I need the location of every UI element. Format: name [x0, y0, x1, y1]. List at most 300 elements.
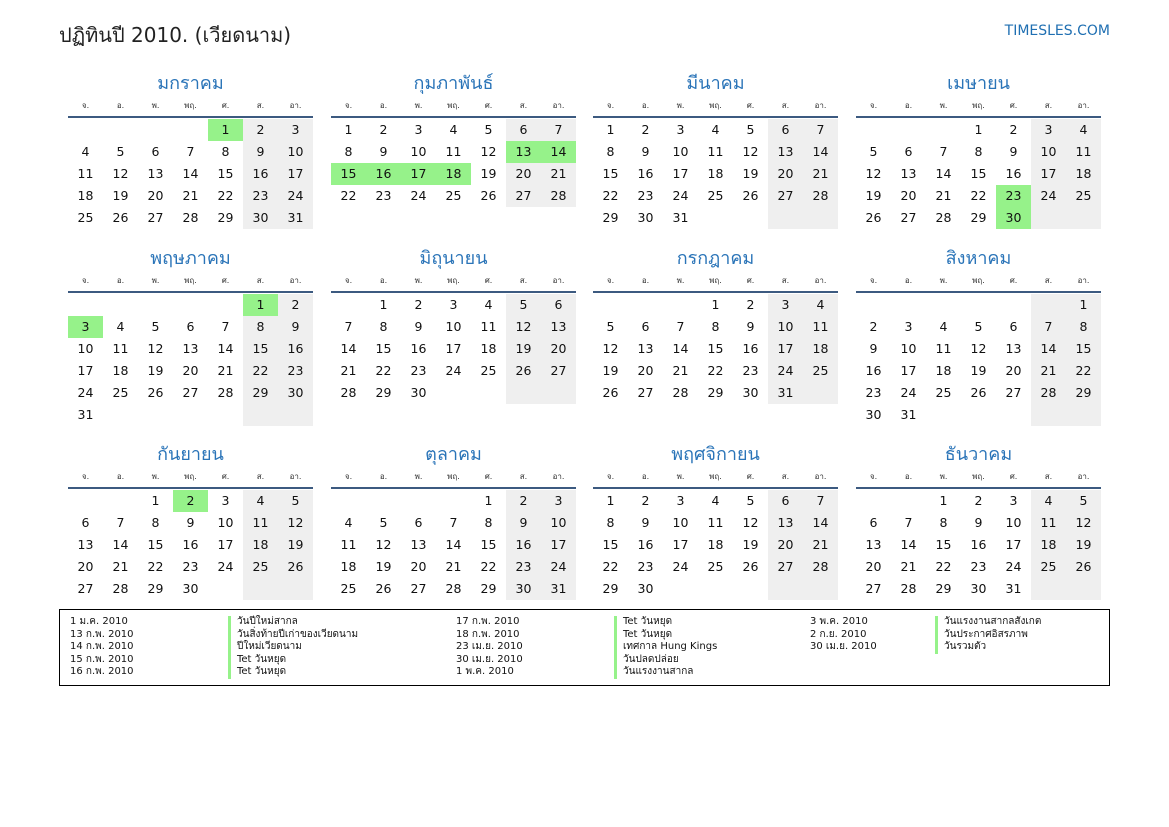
legend-holiday-name: เทศกาล Hung Kings [614, 641, 717, 654]
weekday-label: ส. [1044, 472, 1053, 481]
day-cell: 10 [768, 316, 803, 338]
day-cell: 27 [410, 581, 427, 596]
day-cell: 3 [768, 294, 803, 316]
month-name: พฤษภาคม [150, 248, 231, 269]
day-cell: 23 [375, 188, 392, 203]
legend-row [456, 654, 717, 667]
day-cell: 17 [1031, 163, 1066, 185]
day-cell: 28 [541, 185, 576, 207]
day-cell: 27 [541, 360, 576, 382]
weekday-label: อา. [289, 276, 302, 285]
day-cell: 1 [151, 493, 160, 508]
day-cell: 11 [112, 341, 129, 356]
day-cell: 28 [112, 581, 129, 596]
day-cell: 25 [77, 210, 94, 225]
day-cell: 13 [637, 341, 654, 356]
day-cell: 15 [602, 166, 619, 181]
empty-day-cell [173, 404, 208, 426]
empty-day-cell [926, 404, 961, 426]
weekday-header [68, 467, 313, 489]
day-cell: 9 [379, 144, 388, 159]
day-cell: 20 [1005, 363, 1022, 378]
day-cell: 12 [147, 341, 164, 356]
weekday-label: ศ. [746, 472, 755, 481]
day-cell: 12 [506, 316, 541, 338]
weekday-label: พ. [151, 101, 160, 110]
day-cell: 27 [637, 385, 654, 400]
day-cell: 24 [1005, 559, 1022, 574]
day-cell: 3 [676, 122, 685, 137]
day-cell: 6 [1009, 319, 1018, 334]
weekday-label: ศ. [1009, 472, 1018, 481]
day-cell: 22 [970, 188, 987, 203]
empty-day-cell [138, 119, 173, 141]
weekday-label: อ. [904, 276, 913, 285]
day-cell: 8 [974, 144, 983, 159]
day-cell: 6 [414, 515, 423, 530]
day-cell: 15 [480, 537, 497, 552]
empty-day-cell [243, 404, 278, 426]
empty-day-cell [803, 578, 838, 600]
weekday-label: ส. [781, 101, 790, 110]
day-cell: 28 [672, 385, 689, 400]
day-cell: 6 [541, 294, 576, 316]
day-cell: 7 [676, 319, 685, 334]
day-cell: 3 [449, 297, 458, 312]
empty-day-cell [331, 294, 366, 316]
holiday-day-cell: 18 [436, 163, 471, 185]
weekday-label: ส. [519, 101, 528, 110]
day-cell: 28 [935, 210, 952, 225]
day-cell: 25 [445, 188, 462, 203]
legend-holiday-name: Tet วันหยุด [614, 616, 672, 629]
empty-day-cell [1031, 207, 1066, 229]
day-grid [331, 294, 576, 404]
site-link[interactable]: TIMESLES.COM [1004, 23, 1110, 39]
page-title: ปฏิทินปี 2010. (เวียดนาม) [59, 23, 292, 47]
weekday-label: พฤ. [709, 276, 722, 285]
day-cell: 19 [865, 188, 882, 203]
weekday-label: ศ. [221, 472, 230, 481]
legend-date: 3 พ.ค. 2010 [810, 616, 868, 627]
month-name: เมษายน [947, 73, 1010, 94]
day-cell: 19 [970, 363, 987, 378]
day-cell: 8 [711, 319, 720, 334]
day-cell: 17 [1005, 537, 1022, 552]
weekday-label: อ. [904, 472, 913, 481]
empty-day-cell [68, 490, 103, 512]
day-cell: 26 [865, 210, 882, 225]
day-cell: 13 [410, 537, 427, 552]
empty-day-cell [926, 119, 961, 141]
weekday-label: พฤ. [709, 101, 722, 110]
weekday-label: ศ. [484, 276, 493, 285]
day-cell: 1 [484, 493, 493, 508]
weekday-label: ส. [1044, 101, 1053, 110]
empty-day-cell [506, 382, 541, 404]
day-cell: 4 [939, 319, 948, 334]
empty-day-cell [471, 382, 506, 404]
day-cell: 14 [672, 341, 689, 356]
day-cell: 10 [541, 512, 576, 534]
weekday-label: อ. [641, 101, 650, 110]
weekday-label: ส. [781, 276, 790, 285]
day-cell: 29 [243, 382, 278, 404]
weekday-header [331, 271, 576, 293]
day-cell: 17 [445, 341, 462, 356]
legend-row [456, 666, 717, 679]
day-cell: 13 [865, 537, 882, 552]
day-cell: 6 [186, 319, 195, 334]
day-cell: 16 [506, 534, 541, 556]
day-cell: 29 [147, 581, 164, 596]
day-cell: 4 [803, 294, 838, 316]
day-grid [856, 490, 1101, 600]
day-cell: 7 [116, 515, 125, 530]
day-cell: 30 [278, 382, 313, 404]
weekday-label: อา. [814, 101, 827, 110]
day-cell: 6 [768, 490, 803, 512]
weekday-label: จ. [344, 472, 353, 481]
day-cell: 20 [768, 163, 803, 185]
day-cell: 13 [768, 512, 803, 534]
day-cell: 19 [1066, 534, 1101, 556]
day-cell: 28 [1031, 382, 1066, 404]
legend-date: 16 ก.พ. 2010 [70, 666, 134, 677]
day-cell: 4 [81, 144, 90, 159]
weekday-label: อา. [1077, 472, 1090, 481]
day-cell: 13 [147, 166, 164, 181]
day-cell: 1 [974, 122, 983, 137]
day-cell: 5 [379, 515, 388, 530]
day-grid [331, 490, 576, 600]
weekday-label: จ. [869, 101, 878, 110]
legend-row [456, 629, 717, 642]
holiday-day-cell: 15 [331, 163, 366, 185]
day-cell: 5 [116, 144, 125, 159]
day-cell: 9 [1009, 144, 1018, 159]
weekday-header [331, 96, 576, 118]
day-cell: 19 [375, 559, 392, 574]
day-cell: 24 [900, 385, 917, 400]
day-cell: 9 [974, 515, 983, 530]
day-cell: 30 [506, 578, 541, 600]
day-cell: 29 [707, 385, 724, 400]
day-cell: 12 [970, 341, 987, 356]
day-cell: 30 [742, 385, 759, 400]
day-cell: 30 [243, 207, 278, 229]
day-cell: 4 [344, 515, 353, 530]
day-cell: 27 [768, 185, 803, 207]
day-cell: 23 [970, 559, 987, 574]
weekday-label: พ. [676, 276, 685, 285]
day-cell: 13 [768, 141, 803, 163]
day-cell: 18 [340, 559, 357, 574]
legend-row [810, 616, 1041, 629]
day-cell: 20 [865, 559, 882, 574]
day-cell: 26 [970, 385, 987, 400]
day-cell: 4 [1066, 119, 1101, 141]
legend-row [70, 654, 358, 667]
holiday-day-cell: 30 [996, 207, 1031, 229]
day-cell: 27 [506, 185, 541, 207]
day-cell: 27 [768, 556, 803, 578]
day-cell: 26 [278, 556, 313, 578]
weekday-label: ศ. [484, 101, 493, 110]
day-cell: 31 [278, 207, 313, 229]
day-cell: 7 [186, 144, 195, 159]
day-cell: 1 [1066, 294, 1101, 316]
day-cell: 23 [637, 188, 654, 203]
empty-day-cell [278, 404, 313, 426]
weekday-label: พ. [414, 276, 423, 285]
day-cell: 21 [340, 363, 357, 378]
holiday-day-cell: 17 [401, 163, 436, 185]
weekday-label: พฤ. [184, 276, 197, 285]
day-cell: 9 [243, 141, 278, 163]
day-cell: 31 [1005, 581, 1022, 596]
weekday-header [593, 271, 838, 293]
weekday-header [68, 96, 313, 118]
weekday-label: พฤ. [709, 472, 722, 481]
day-cell: 8 [151, 515, 160, 530]
empty-day-cell [103, 294, 138, 316]
legend-date: 30 เม.ย. 2010 [810, 641, 877, 652]
weekday-header [68, 271, 313, 293]
day-cell: 10 [77, 341, 94, 356]
day-cell: 2 [414, 297, 423, 312]
weekday-label: พฤ. [447, 472, 460, 481]
day-cell: 28 [217, 385, 234, 400]
day-cell: 5 [484, 122, 493, 137]
legend-date: 2 ก.ย. 2010 [810, 628, 867, 640]
weekday-label: ส. [519, 276, 528, 285]
day-cell: 19 [278, 534, 313, 556]
day-cell: 20 [637, 363, 654, 378]
day-cell: 25 [112, 385, 129, 400]
empty-day-cell [768, 578, 803, 600]
weekday-label: ส. [519, 472, 528, 481]
day-cell: 8 [379, 319, 388, 334]
day-cell: 28 [900, 581, 917, 596]
day-cell: 26 [480, 188, 497, 203]
day-cell: 25 [243, 556, 278, 578]
empty-day-cell [208, 578, 243, 600]
day-cell: 5 [746, 122, 755, 137]
day-cell: 14 [935, 166, 952, 181]
holiday-legend [59, 609, 1110, 686]
empty-day-cell [1066, 404, 1101, 426]
month-block [593, 247, 838, 404]
legend-row [456, 641, 717, 654]
month-name: กันยายน [157, 444, 224, 465]
legend-holiday-name: วันปลดปล่อย [614, 654, 679, 667]
day-cell: 10 [1031, 141, 1066, 163]
day-cell: 20 [506, 163, 541, 185]
legend-holiday-name: วันรวมตัว [935, 641, 986, 654]
month-block [68, 247, 313, 426]
weekday-label: พฤ. [184, 472, 197, 481]
empty-day-cell [103, 490, 138, 512]
empty-day-cell [733, 207, 768, 229]
weekday-label: พ. [414, 472, 423, 481]
empty-day-cell [698, 207, 733, 229]
weekday-label: จ. [344, 276, 353, 285]
weekday-label: อา. [552, 472, 565, 481]
legend-date: 14 ก.พ. 2010 [70, 641, 134, 652]
empty-day-cell [628, 294, 663, 316]
legend-row [456, 616, 717, 629]
weekday-label: ศ. [746, 101, 755, 110]
weekday-label: อ. [116, 101, 125, 110]
day-cell: 16 [1005, 166, 1022, 181]
day-cell: 11 [707, 144, 724, 159]
day-cell: 18 [707, 537, 724, 552]
day-cell: 15 [243, 338, 278, 360]
day-cell: 3 [278, 119, 313, 141]
day-cell: 25 [935, 385, 952, 400]
day-cell: 20 [182, 363, 199, 378]
day-cell: 20 [77, 559, 94, 574]
day-cell: 15 [970, 166, 987, 181]
day-cell: 20 [541, 338, 576, 360]
legend-row [70, 629, 358, 642]
day-cell: 17 [672, 166, 689, 181]
day-cell: 26 [1066, 556, 1101, 578]
day-cell: 5 [1066, 490, 1101, 512]
day-grid [856, 294, 1101, 426]
empty-day-cell [856, 490, 891, 512]
weekday-label: พ. [151, 472, 160, 481]
day-cell: 18 [803, 338, 838, 360]
day-cell: 3 [676, 493, 685, 508]
day-cell: 11 [445, 144, 462, 159]
month-block [593, 443, 838, 600]
empty-day-cell [891, 490, 926, 512]
holiday-day-cell: 3 [68, 316, 103, 338]
empty-day-cell [856, 119, 891, 141]
day-cell: 18 [1066, 163, 1101, 185]
weekday-header [593, 96, 838, 118]
day-cell: 22 [602, 559, 619, 574]
day-cell: 7 [221, 319, 230, 334]
weekday-label: พฤ. [972, 276, 985, 285]
weekday-label: จ. [869, 276, 878, 285]
day-cell: 23 [637, 559, 654, 574]
day-cell: 17 [672, 537, 689, 552]
weekday-label: จ. [606, 101, 615, 110]
weekday-label: จ. [81, 276, 90, 285]
empty-day-cell [803, 207, 838, 229]
day-cell: 6 [151, 144, 160, 159]
empty-day-cell [768, 207, 803, 229]
day-grid [593, 490, 838, 600]
month-block [331, 443, 576, 600]
day-cell: 10 [445, 319, 462, 334]
month-block [856, 443, 1101, 600]
empty-day-cell [961, 404, 996, 426]
day-grid [331, 119, 576, 207]
weekday-label: อา. [814, 472, 827, 481]
legend-row [70, 666, 358, 679]
day-cell: 8 [344, 144, 353, 159]
empty-day-cell [698, 578, 733, 600]
day-cell: 7 [449, 515, 458, 530]
day-cell: 5 [278, 490, 313, 512]
day-cell: 10 [410, 144, 427, 159]
month-block [856, 247, 1101, 426]
day-cell: 8 [221, 144, 230, 159]
legend-row [810, 629, 1041, 642]
year-calendar [68, 72, 1102, 602]
month-block [331, 72, 576, 207]
day-cell: 13 [182, 341, 199, 356]
day-cell: 18 [935, 363, 952, 378]
day-cell: 19 [742, 166, 759, 181]
day-cell: 25 [1066, 185, 1101, 207]
day-cell: 20 [410, 559, 427, 574]
day-cell: 18 [112, 363, 129, 378]
day-cell: 24 [77, 385, 94, 400]
day-cell: 8 [484, 515, 493, 530]
day-cell: 29 [217, 210, 234, 225]
day-cell: 16 [637, 166, 654, 181]
weekday-label: พ. [939, 276, 948, 285]
day-cell: 10 [1005, 515, 1022, 530]
day-cell: 12 [375, 537, 392, 552]
day-cell: 17 [900, 363, 917, 378]
holiday-day-cell: 1 [208, 119, 243, 141]
weekday-label: อา. [289, 472, 302, 481]
weekday-label: พฤ. [972, 101, 985, 110]
weekday-label: ศ. [221, 101, 230, 110]
weekday-label: อ. [379, 276, 388, 285]
day-cell: 24 [278, 185, 313, 207]
day-cell: 14 [340, 341, 357, 356]
day-cell: 27 [865, 581, 882, 596]
day-grid [68, 490, 313, 600]
day-cell: 30 [182, 581, 199, 596]
weekday-label: จ. [606, 472, 615, 481]
legend-column [810, 616, 1041, 654]
day-cell: 18 [1031, 534, 1066, 556]
weekday-label: ส. [256, 472, 265, 481]
empty-day-cell [961, 294, 996, 316]
weekday-label: ส. [781, 472, 790, 481]
day-cell: 5 [606, 319, 615, 334]
day-cell: 9 [278, 316, 313, 338]
day-cell: 20 [147, 188, 164, 203]
day-cell: 19 [742, 537, 759, 552]
empty-day-cell [138, 404, 173, 426]
day-cell: 15 [1066, 338, 1101, 360]
weekday-label: จ. [344, 101, 353, 110]
day-cell: 27 [147, 210, 164, 225]
day-cell: 15 [935, 537, 952, 552]
month-block [856, 72, 1101, 229]
day-cell: 8 [243, 316, 278, 338]
empty-day-cell [733, 578, 768, 600]
day-cell: 5 [869, 144, 878, 159]
weekday-label: จ. [606, 276, 615, 285]
empty-day-cell [436, 490, 471, 512]
day-cell: 16 [742, 341, 759, 356]
day-cell: 24 [672, 188, 689, 203]
day-cell: 4 [449, 122, 458, 137]
day-cell: 26 [375, 581, 392, 596]
legend-column [70, 616, 358, 679]
holiday-day-cell: 2 [173, 490, 208, 512]
